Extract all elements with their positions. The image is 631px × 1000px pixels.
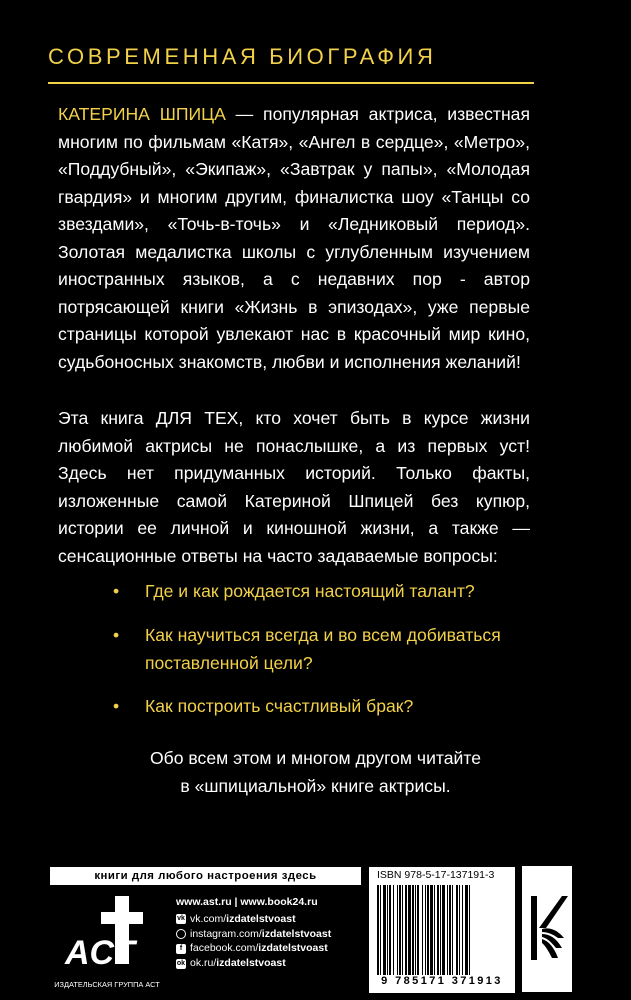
barcode-bar — [447, 885, 448, 975]
barcode-bar — [412, 885, 414, 975]
publisher-caption: ИЗДАТЕЛЬСКАЯ ГРУППА АСТ — [54, 980, 160, 989]
social-link-ok[interactable]: ok ok.ru/izdatelstvoast — [176, 957, 286, 970]
barcode-bar — [387, 885, 388, 975]
k-brand-icon — [522, 866, 572, 992]
barcode-bar — [399, 885, 401, 975]
barcode-digits: 9 785171 371913 — [381, 975, 503, 987]
barcode-bar — [462, 885, 463, 975]
barcode-bar — [434, 885, 435, 975]
barcode-bar — [397, 885, 398, 975]
ast-logo-icon — [57, 890, 151, 990]
barcode-bar — [425, 885, 426, 975]
barcode-bar — [402, 885, 403, 975]
isbn-text: ISBN 978-5-17-137191-3 — [377, 869, 495, 881]
barcode-bar — [452, 885, 453, 975]
question-text: Как построить счастливый брак? — [145, 696, 414, 716]
barcode-bar — [422, 885, 423, 975]
social-link-vk[interactable]: vk vk.com/izdatelstvoast — [177, 912, 296, 925]
bullet-icon: • — [113, 696, 120, 716]
barcode-bar — [415, 885, 416, 975]
description-paragraph: Эта книга ДЛЯ ТЕХ, кто хочет быть в курсе жизни любимой актрисы не понаслышке, а из первых уст! Здесь нет придуманных историй. Только факты, изложенные самой Катериной Шпицей без купюр, истории ее личной и киношной жизни, а также — сенсационные ответы на часто задаваемые вопросы: — [58, 408, 530, 566]
barcode-bar — [389, 885, 391, 975]
social-link-facebook[interactable]: f facebook.com/izdatelstvoast — [176, 941, 331, 956]
question-text: Как научиться всегда и во всем добиваться поставленной цели? — [145, 625, 501, 673]
vk-icon: vk — [177, 915, 185, 923]
barcode-bar — [383, 885, 386, 975]
barcode-bar — [427, 885, 429, 975]
barcode-bar — [405, 885, 407, 975]
barcode-bar — [449, 885, 451, 975]
barcode-bar — [442, 885, 445, 975]
instagram-icon — [176, 929, 186, 939]
barcode-bar — [417, 885, 419, 975]
barcode-bar — [377, 885, 379, 975]
barcode-bar — [465, 885, 468, 975]
barcode-bar — [380, 885, 381, 975]
ok-icon: ok — [176, 959, 186, 967]
barcode-bar — [430, 885, 433, 975]
closing-text — [58, 744, 573, 800]
barcode-bar — [393, 885, 394, 975]
question-text: Где и как рождается настоящий талант? — [145, 581, 475, 601]
barcode-bar — [408, 885, 411, 975]
social-link-instagram[interactable]: instagram.com/izdatelstvoast — [176, 927, 331, 942]
series-title: СОВРЕМЕННАЯ БИОГРАФИЯ — [48, 44, 437, 69]
barcode-bar — [459, 885, 460, 975]
author-name: КАТЕРИНА ШПИЦА — [58, 104, 226, 124]
slogan-strip: книги для любого настроения здесь — [50, 867, 361, 885]
bullet-icon: • — [113, 625, 120, 645]
logo-text: ACT — [65, 934, 135, 972]
facebook-icon: f — [176, 944, 186, 954]
closing-line: в «шпициальной» книге актрисы. — [180, 776, 451, 796]
websites-text[interactable]: www.ast.ru | www.book24.ru — [176, 896, 318, 908]
isbn-barcode-box — [369, 867, 515, 993]
closing-line: Обо всем этом и многом другом читайте — [149, 748, 482, 768]
barcode-bar — [456, 885, 458, 975]
intro-paragraph — [58, 101, 530, 376]
intro-text: — популярная актриса, известная многим по фильмам «Катя», «Ангел в сердце», «Метро», «Поддубный», «Экипаж», «Завтрак у папы», «Молодая гвардия» и многим другим, финалистка шоу «Танцы со звездами», «Точь-в-точь» и «Ледниковый период». Золотая медалистка школы с углубленным изучением иностранных языков, а с недавних пор - автор потрясающей книги «Жизнь в эпизодах», уже первые страницы которой увлекают нас в красочный мир кино, судьбоносных знакомств, любви и исполнения желаний! — [58, 104, 530, 372]
barcode-icon — [377, 885, 507, 975]
barcode-bar — [437, 885, 439, 975]
publisher-links — [176, 895, 331, 971]
bullet-icon: • — [113, 581, 120, 601]
series-divider — [48, 82, 534, 84]
barcode-bar — [440, 885, 441, 975]
barcode-bar — [469, 885, 470, 975]
